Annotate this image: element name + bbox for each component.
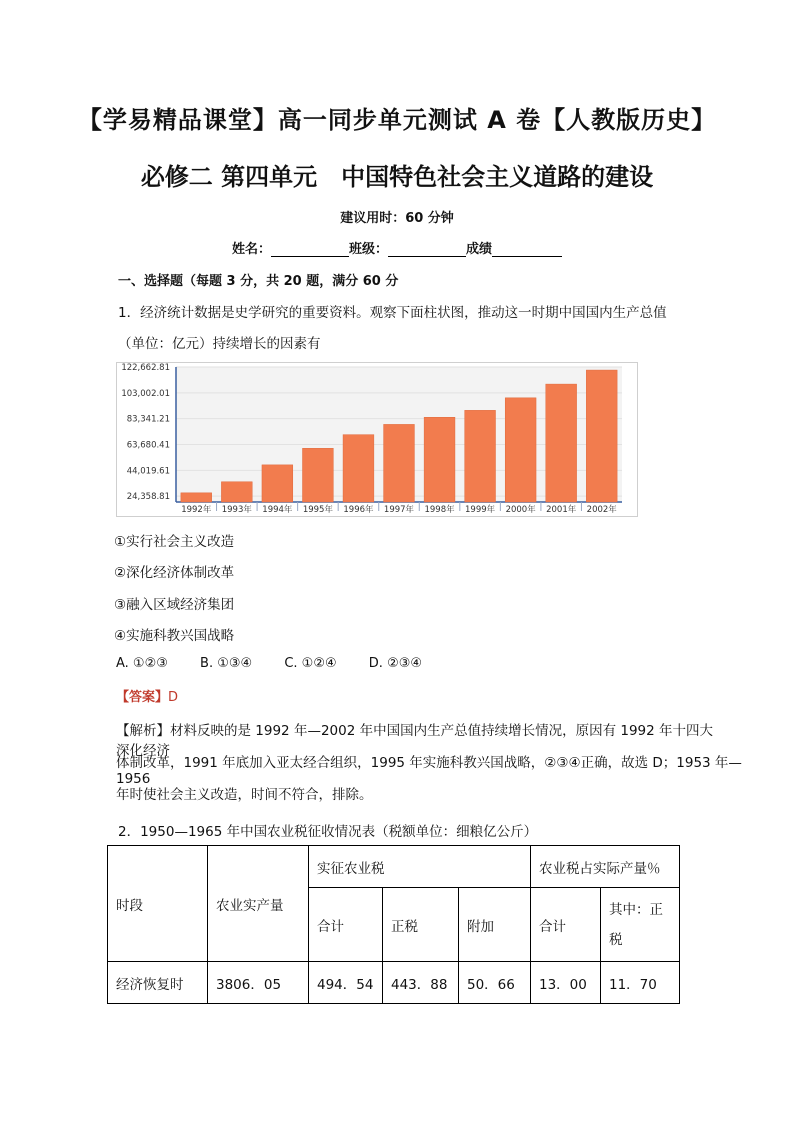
score-label: 成绩 <box>466 242 493 257</box>
document-title-line1: 【学易精品课堂】高一同步单元测试 A 卷【人教版历史】 <box>77 106 717 134</box>
x-tick-label: 1998年 <box>424 505 455 515</box>
y-tick-label: 63,680.41 <box>126 440 170 451</box>
bar <box>505 398 536 502</box>
x-tick-label: 1992年 <box>181 505 212 515</box>
score-blank[interactable] <box>492 242 562 257</box>
bar <box>384 424 415 502</box>
student-info-line <box>0 238 794 257</box>
choice-d[interactable]: D. ②③④ <box>368 656 423 671</box>
q1-option-4: ④实施科教兴国战略 <box>114 628 235 644</box>
x-tick-label: 2000年 <box>505 505 536 515</box>
cell-output: 3806．05 <box>208 962 309 1004</box>
x-tick-label: 1997年 <box>383 505 415 515</box>
bar <box>424 417 455 502</box>
bar <box>221 482 252 502</box>
q1-explanation-line3: 年时使社会主义改造，时间不符合，排除。 <box>116 787 373 803</box>
bar <box>303 448 334 502</box>
x-tick-label: 2001年 <box>546 505 577 515</box>
bar <box>343 435 374 502</box>
answer-tag: 【答案】 <box>116 690 169 705</box>
bar <box>465 410 496 502</box>
explanation-tag: 【解析】 <box>116 723 170 739</box>
tax-table <box>107 845 680 1004</box>
gdp-bar-chart <box>116 362 638 517</box>
cell-total: 494．54 <box>309 962 383 1004</box>
cell-ratio-main: 11．70 <box>601 962 680 1004</box>
bar <box>586 370 617 502</box>
cell-ratio-total: 13．00 <box>531 962 601 1004</box>
th-ratio: 农业税占实际产量％ <box>531 846 680 888</box>
q1-option-2: ②深化经济体制改革 <box>114 565 235 581</box>
choice-c[interactable]: C. ①②④ <box>284 656 337 671</box>
x-tick-label: 1999年 <box>465 505 496 515</box>
choice-a[interactable]: A. ①②③ <box>116 656 168 671</box>
choice-b[interactable]: B. ①③④ <box>200 656 253 671</box>
section-heading: 一、选择题（每题 3 分，共 20 题，满分 60 分 <box>118 274 399 289</box>
name-label: 姓名： <box>231 242 271 257</box>
th-period: 时段 <box>108 846 208 962</box>
table-row <box>108 962 680 1004</box>
bar <box>181 493 212 502</box>
y-tick-label: 44,019.61 <box>126 466 170 477</box>
x-tick-label: 1996年 <box>343 505 374 515</box>
cell-main: 443．88 <box>383 962 459 1004</box>
x-tick-label: 1993年 <box>221 505 252 515</box>
th-sub-total: 合计 <box>309 888 383 962</box>
x-tick-label: 2002年 <box>586 505 617 515</box>
class-blank[interactable] <box>388 242 466 257</box>
q1-choices <box>116 656 450 671</box>
y-tick-label: 83,341.21 <box>126 414 170 425</box>
explanation-text-1: 材料反映的是 1992 年—2002 年中国国内生产总值持续增长情况，原因有 1992 年十四大深化经济 <box>116 723 714 759</box>
th-sub-total2: 合计 <box>531 888 601 962</box>
answer-value: D <box>168 690 179 705</box>
q2-stem: 2．1950—1965 年中国农业税征收情况表（税额单位：细粮亿公斤） <box>118 824 538 840</box>
q1-option-1: ①实行社会主义改造 <box>114 534 235 550</box>
th-sub-main: 正税 <box>383 888 459 962</box>
th-sub-extra: 附加 <box>459 888 531 962</box>
cell-extra: 50．66 <box>459 962 531 1004</box>
chart-svg <box>116 362 638 517</box>
y-tick-label: 24,358.81 <box>126 492 170 503</box>
y-tick-label: 122,662.81 <box>121 363 170 373</box>
y-tick-label: 103,002.01 <box>121 388 170 399</box>
x-tick-label: 1994年 <box>262 505 293 515</box>
q1-explanation-line2: 体制改革，1991 年底加入亚太经合组织，1995 年实施科教兴国战略，②③④正确，故选 D；1953 年—1956 <box>116 755 742 787</box>
th-levy: 实征农业税 <box>309 846 531 888</box>
q1-answer <box>116 686 178 705</box>
cell-period: 经济恢复时 <box>108 962 208 1004</box>
name-blank[interactable] <box>271 242 349 257</box>
bar <box>546 384 577 502</box>
bar <box>262 465 293 502</box>
suggested-time: 建议用时：60 分钟 <box>340 211 454 226</box>
document-title-line2: 必修二 第四单元 中国特色社会主义道路的建设 <box>140 163 654 191</box>
q1-stem-line2: （单位：亿元）持续增长的因素有 <box>118 336 321 352</box>
class-label: 班级： <box>348 242 388 257</box>
q1-option-3: ③融入区域经济集团 <box>114 597 235 613</box>
q1-stem-line1: 1．经济统计数据是史学研究的重要资料。观察下面柱状图，推动这一时期中国国内生产总值 <box>118 305 667 321</box>
th-sub-main2: 其中：正税 <box>601 888 680 962</box>
x-tick-label: 1995年 <box>302 505 333 515</box>
th-output: 农业实产量 <box>208 846 309 962</box>
